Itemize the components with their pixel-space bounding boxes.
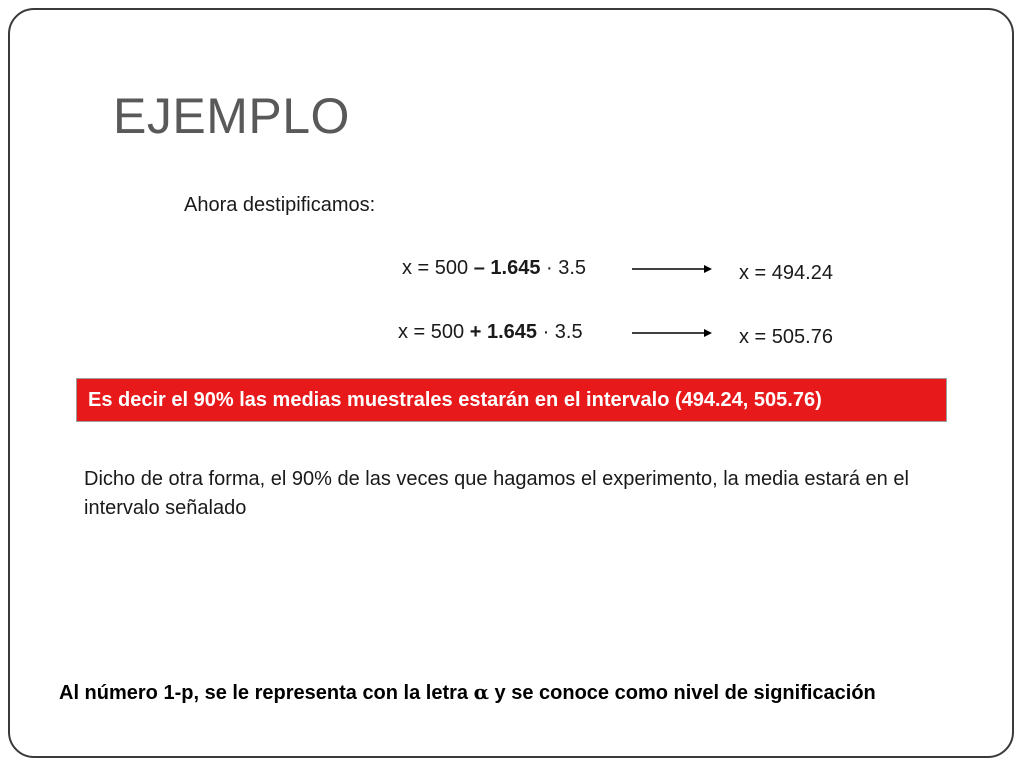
highlight-text: Es decir el 90% las medias muestrales estarán en el intervalo (494.24, 505.76) xyxy=(88,389,822,411)
result-upper: x = 505.76 xyxy=(739,326,833,348)
footer-note xyxy=(59,680,876,705)
footer-after: y se conoce como nivel de significación xyxy=(488,682,876,704)
slide-title: EJEMPLO xyxy=(113,88,350,144)
intro-text: Ahora destipificamos: xyxy=(184,194,376,216)
result-lower: x = 494.24 xyxy=(739,262,833,284)
footer-before: Al número 1-p, se le representa con la letra xyxy=(59,682,474,704)
equation-lower-suffix: · 3.5 xyxy=(540,257,587,279)
equation-lower-prefix: x = 500 xyxy=(402,257,474,279)
explanation-paragraph: Dicho de otra forma, el 90% de las veces que hagamos el experimento, la media estará en el intervalo señalado xyxy=(84,468,909,519)
equation-lower xyxy=(402,256,586,280)
highlight-box xyxy=(76,378,947,422)
alpha-symbol: α xyxy=(473,680,489,704)
arrow-right-icon xyxy=(632,327,712,339)
equation-upper-suffix: · 3.5 xyxy=(537,321,583,343)
equation-lower-bold: – 1.645 xyxy=(473,257,541,279)
equation-upper-prefix: x = 500 xyxy=(398,321,470,343)
equation-upper xyxy=(398,320,583,344)
arrow-right-icon xyxy=(632,263,712,275)
equation-upper-bold: + 1.645 xyxy=(469,321,538,343)
